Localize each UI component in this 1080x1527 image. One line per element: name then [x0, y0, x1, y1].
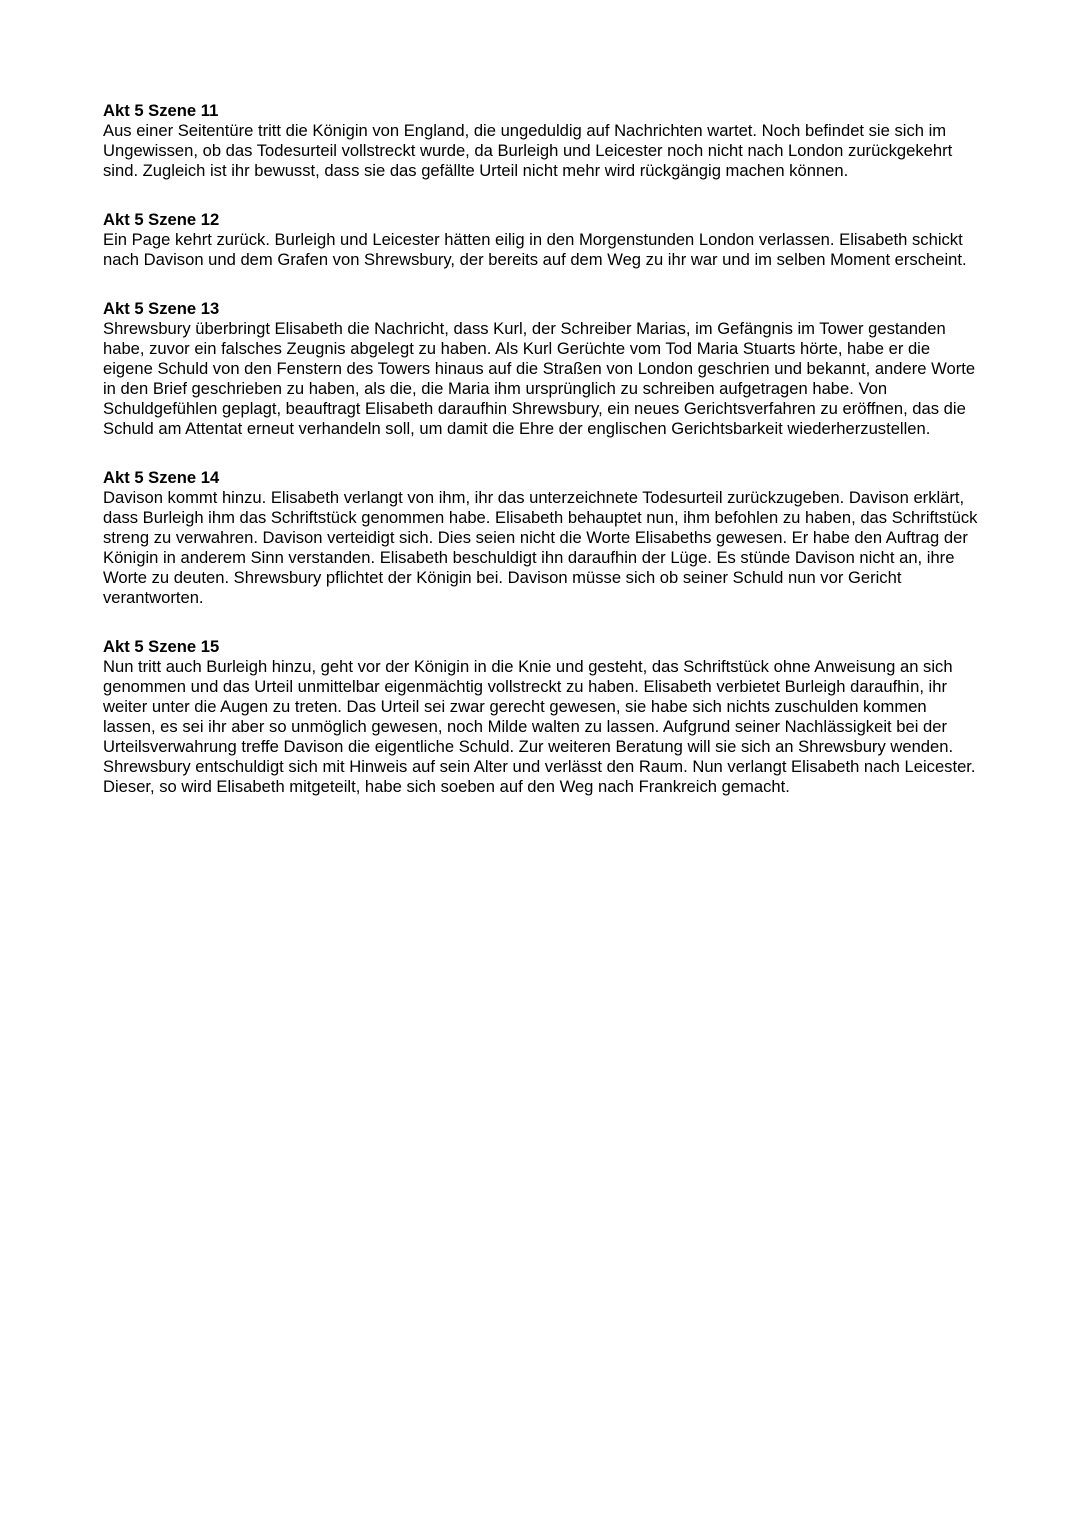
document-page	[103, 101, 983, 826]
scene-heading: Akt 5 Szene 11	[103, 101, 219, 120]
scene-heading: Akt 5 Szene 14	[103, 468, 220, 487]
scene-heading: Akt 5 Szene 15	[103, 637, 220, 656]
scene-paragraph: Shrewsbury überbringt Elisabeth die Nachricht, dass Kurl, der Schreiber Marias, im Gefängnis im Tower gestanden habe, zuvor ein falsches Zeugnis abgelegt zu haben. Als Kurl Gerüchte vom Tod Maria Stuarts hörte, habe er die eigene Schuld von den Fenstern des Towers hinaus auf die Straßen von London geschrien und bekannt, andere Worte in den Brief geschrieben zu haben, als die, die Maria ihm ursprünglich zu schreiben aufgetragen habe. Von Schuldgefühlen geplagt, beauftragt Elisabeth daraufhin Shrewsbury, ein neues Gerichtsverfahren zu eröffnen, das die Schuld am Attentat erneut verhandeln soll, um damit die Ehre der englischen Gerichtsbarkeit wiederherzustellen.	[103, 319, 976, 438]
scene-section-11	[103, 101, 983, 181]
scene-section-12	[103, 210, 983, 270]
scene-section-15	[103, 637, 983, 797]
scene-paragraph: Davison kommt hinzu. Elisabeth verlangt von ihm, ihr das unterzeichnete Todesurteil zurückzugeben. Davison erklärt, dass Burleigh ihm das Schriftstück genommen habe. Elisabeth behauptet nun, ihm befohlen zu haben, das Schriftstück streng zu verwahren. Davison verteidigt sich. Dies seien nicht die Worte Elisabeths gewesen. Er habe den Auftrag der Königin in anderem Sinn verstanden. Elisabeth beschuldigt ihn daraufhin der Lüge. Es stünde Davison nicht an, ihre Worte zu deuten. Shrewsbury pflichtet der Königin bei. Davison müsse sich ob seiner Schuld nun vor Gericht verantworten.	[103, 488, 978, 607]
scene-paragraph: Aus einer Seitentüre tritt die Königin von England, die ungeduldig auf Nachrichten wartet. Noch befindet sie sich im Ungewissen, ob das Todesurteil vollstreckt wurde, da Burleigh und Leicester noch nicht nach London zurückgekehrt sind. Zugleich ist ihr bewusst, dass sie das gefällte Urteil nicht mehr wird rückgängig machen können.	[103, 121, 953, 180]
scene-paragraph: Nun tritt auch Burleigh hinzu, geht vor der Königin in die Knie und gesteht, das Schriftstück ohne Anweisung an sich genommen und das Urteil unmittelbar eigenmächtig vollstreckt zu haben. Elisabeth verbietet Burleigh daraufhin, ihr weiter unter die Augen zu treten. Das Urteil sei zwar gerecht gewesen, sie habe sich nichts zuschulden kommen lassen, es sei ihr aber so unmöglich gewesen, noch Milde walten zu lassen. Aufgrund seiner Nachlässigkeit bei der Urteilsverwahrung treffe Davison die eigentliche Schuld. Zur weiteren Beratung will sie sich an Shrewsbury wenden. Shrewsbury entschuldigt sich mit Hinweis auf sein Alter und verlässt den Raum. Nun verlangt Elisabeth nach Leicester. Dieser, so wird Elisabeth mitgeteilt, habe sich soeben auf den Weg nach Frankreich gemacht.	[103, 657, 976, 796]
scene-section-14	[103, 468, 983, 608]
scene-paragraph: Ein Page kehrt zurück. Burleigh und Leicester hätten eilig in den Morgenstunden London verlassen. Elisabeth schickt nach Davison und dem Grafen von Shrewsbury, der bereits auf dem Weg zu ihr war und im selben Moment erscheint.	[103, 230, 967, 269]
scene-heading: Akt 5 Szene 13	[103, 299, 220, 318]
scene-section-13	[103, 299, 983, 439]
scene-heading: Akt 5 Szene 12	[103, 210, 220, 229]
